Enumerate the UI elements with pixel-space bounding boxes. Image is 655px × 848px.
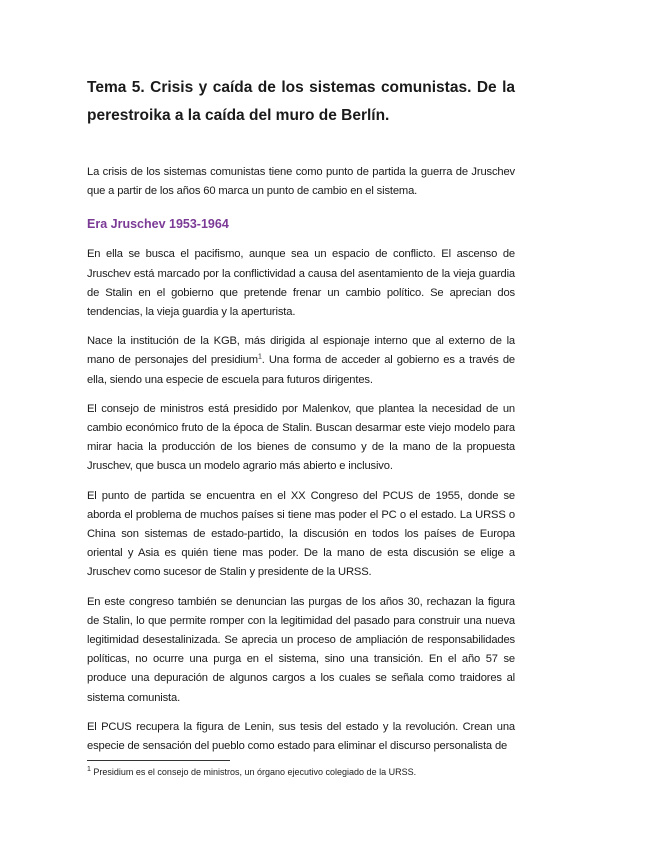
paragraph-xx-congreso: El punto de partida se encuentra en el XX Congreso del PCUS de 1955, donde se aborda el problema de muchos países si tiene mas poder el PC o el estado. La URSS o China son sistemas de estado-partido, la discusión en todos los países de Europa oriental y Asia es quién tiene mas poder. De la mano de esta discusión se elige a Jruschev como sucesor de Stalin y presidente de la URSS. [87, 489, 515, 579]
footnote-separator [87, 760, 230, 761]
paragraph-kgb [87, 332, 515, 390]
footnote-text: Presidium es el consejo de ministros, un órgano ejecutivo colegiado de la URSS. [90, 767, 417, 777]
document-title: Tema 5. Crisis y caída de los sistemas comunistas. De la perestroika a la caída del muro de Berlín. [87, 79, 515, 124]
paragraph-pacifismo: En ella se busca el pacifismo, aunque sea un espacio de conflicto. El ascenso de Jruschev está marcado por la conflictividad a causa del asentamiento de la vieja guardia de Stalin en el gobierno que pretende frenar un cambio político. Se aprecian dos tendencias, la vieja guardia y la aperturista. [87, 248, 515, 319]
footnote [87, 766, 527, 779]
paragraph-kgb-text-before: Nace la institución de la KGB, más dirigida al espionaje interno que al externo de la mano de personajes del presidium [87, 335, 515, 367]
section-heading: Era Jruschev 1953-1964 [87, 217, 229, 232]
document-body [87, 163, 515, 766]
paragraph-lenin: El PCUS recupera la figura de Lenin, sus tesis del estado y la revolución. Crean una especie de sensación del pueblo como estado para eliminar el discurso personalista de [87, 720, 515, 753]
intro-paragraph: La crisis de los sistemas comunistas tiene como punto de partida la guerra de Jruschev que a partir de los años 60 marca un punto de cambio en el sistema. [87, 166, 515, 198]
paragraph-purgas: En este congreso también se denuncian las purgas de los años 30, rechazan la figura de Stalin, lo que permite romper con la legitimidad del pasado para construir una nueva legitimidad desestalinizada. Se aprecia un proceso de ampliación de responsabilidades políticas, no ocurre una purga en el sistema, sino una transición. En el año 57 se produce una depuración de algunos cargos a los cuales se señala como traidores al sistema comunista. [87, 595, 515, 704]
footnote-number: 1 [87, 766, 91, 773]
paragraph-malenkov: El consejo de ministros está presidido por Malenkov, que plantea la necesidad de un cambio económico fruto de la época de Stalin. Buscan desarmar este viejo modelo para mirar hacia la producción de los bienes de consumo y de la mano de la propuesta Jruschev, que busca un modelo agrario más abierto e inclusivo. [87, 402, 515, 473]
footnote-reference[interactable]: 1 [257, 353, 262, 361]
paragraph-kgb-text-after: . Una forma de acceder al gobierno es a través de ella, siendo una especie de escuela para futuros dirigentes. [87, 354, 515, 386]
